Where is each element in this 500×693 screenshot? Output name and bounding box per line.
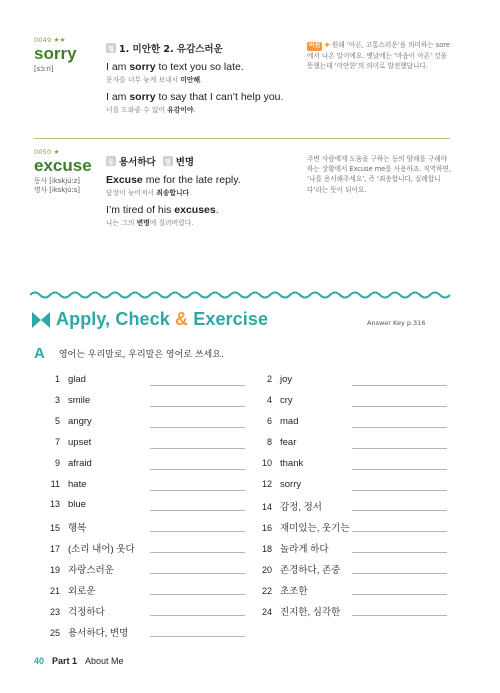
exercise-letter: A	[34, 345, 45, 362]
item-prompt: upset	[68, 436, 92, 448]
item-prompt: glad	[68, 374, 86, 385]
entry-excuse-body	[106, 154, 326, 228]
exercise-item	[38, 583, 96, 597]
answer-blank[interactable]	[150, 406, 245, 407]
item-number: 25	[49, 627, 60, 638]
item-number: 19	[49, 565, 60, 576]
exercise-header	[34, 345, 224, 362]
example-ko: 답장이 늦어져서 죄송합니다.	[106, 188, 192, 197]
item-prompt: (소리 내어) 웃다	[68, 544, 135, 556]
item-prompt: 외로운	[68, 586, 96, 597]
entry-divider	[34, 138, 450, 139]
answer-blank[interactable]	[150, 615, 245, 616]
exercise-item	[250, 458, 303, 469]
item-prompt: fear	[280, 436, 297, 448]
answer-blank[interactable]	[150, 448, 245, 449]
item-prompt: angry	[68, 415, 92, 427]
item-prompt: sorry	[280, 478, 302, 490]
item-prompt: 초조한	[280, 586, 308, 597]
answer-blank[interactable]	[352, 406, 447, 407]
exercise-item	[38, 458, 92, 469]
answer-blank[interactable]	[352, 448, 447, 449]
item-number: 4	[266, 394, 272, 405]
entry-word: sorry	[34, 44, 77, 63]
item-number: 7	[54, 436, 60, 447]
exercise-item	[38, 520, 86, 534]
exercise-item	[38, 374, 86, 385]
item-prompt: 재미있는, 웃기는	[280, 523, 350, 535]
entry-pronunciation: 동사 [ikskjúːz]	[34, 177, 80, 185]
item-number: 8	[266, 436, 272, 447]
item-number: 24	[261, 606, 272, 617]
answer-blank[interactable]	[352, 531, 447, 532]
bowtie-icon	[32, 312, 50, 328]
item-number: 23	[49, 606, 60, 617]
answer-blank[interactable]	[150, 594, 245, 595]
exercise-item	[38, 416, 92, 427]
exercise-item	[38, 437, 91, 448]
exercise-item	[38, 395, 90, 406]
example-ko: 너를 도와줄 수 없어 유감이야.	[106, 106, 196, 115]
item-number: 17	[49, 544, 60, 555]
answer-blank[interactable]	[352, 552, 447, 553]
answer-blank[interactable]	[352, 573, 447, 574]
part-title: About Me	[85, 656, 124, 666]
exercise-item	[38, 625, 128, 639]
item-number: 3	[54, 394, 60, 405]
answer-blank[interactable]	[150, 552, 245, 553]
example-en: I am sorry to say that I can’t help you.	[106, 91, 284, 104]
answer-key-ref: Answer Key p.316	[367, 319, 426, 327]
item-prompt: 놀라게 하다	[280, 544, 329, 556]
exercise-item	[38, 604, 105, 618]
pos-badge-verb: 동	[107, 157, 115, 166]
exercise-item	[38, 479, 87, 490]
item-prompt: 걱정하다	[68, 606, 105, 618]
pos-badge-adjective: 형	[107, 44, 115, 53]
item-prompt: 자랑스러운	[68, 565, 114, 577]
answer-blank[interactable]	[352, 510, 447, 511]
item-number: 10	[261, 457, 272, 468]
example-en: Excuse me for the late reply.	[106, 174, 241, 186]
item-number: 22	[261, 586, 272, 596]
answer-blank[interactable]	[352, 615, 447, 616]
exercise-item	[250, 583, 308, 597]
item-prompt: 존경하다, 존중	[280, 565, 341, 577]
exercise-item	[250, 562, 340, 576]
exercise-item	[38, 562, 114, 576]
example-en: I am sorry to text you so late.	[106, 61, 244, 73]
exercise-item	[250, 437, 296, 448]
meaning-line	[106, 41, 326, 55]
meaning-text: 변명	[175, 157, 195, 168]
item-prompt: blue	[68, 499, 86, 511]
item-prompt: cry	[280, 394, 293, 406]
exercise-instruction: 영어는 우리말로, 우리말은 영어로 쓰세요.	[58, 350, 224, 360]
entry-note: 어원 ✚ 원래 ‘아픈, 고통스러운’을 의미하는 sore에서 나온 말이에요. 옛날에는 ‘마음이 아픈’ 것을 뜻했는데 ‘미안한’의 의미로 발전했답니다.	[307, 41, 450, 71]
item-number: 14	[261, 502, 272, 513]
entry-pronunciation: 명사 [ikskjúːs]	[34, 186, 80, 195]
item-prompt: mad	[280, 415, 299, 427]
item-prompt: smile	[68, 394, 91, 406]
item-prompt: 진지한, 심각한	[280, 606, 341, 618]
item-number: 13	[49, 499, 60, 510]
answer-blank[interactable]	[150, 427, 245, 428]
part-label: Part 1	[52, 656, 78, 666]
note-tag: 어원	[309, 43, 321, 49]
exercise-item	[250, 416, 298, 427]
answer-blank[interactable]	[352, 427, 447, 428]
page-footer	[34, 656, 124, 666]
exercise-item	[250, 374, 292, 385]
entry-note: 주변 사람에게 도움을 구하는 등의 양해를 구해야 하는 상황에서 Excuse me를 사용하죠. 직역하면, ‘나를 용서해주세요’, 즉 ‘죄송합니다, 실례합니다’라는 뜻이 되어요.	[307, 155, 451, 194]
item-number: 20	[261, 565, 272, 576]
answer-blank[interactable]	[150, 510, 245, 511]
answer-blank[interactable]	[352, 385, 447, 386]
example-ko: 나는 그의 변명에 질려버렸다.	[106, 219, 194, 228]
item-number: 9	[54, 457, 60, 468]
item-number: 15	[49, 523, 60, 534]
meaning-line	[106, 154, 326, 168]
item-prompt: afraid	[68, 457, 92, 469]
example-ko: 문자를 너무 늦게 보내서 미안해.	[106, 75, 203, 84]
exercise-item	[250, 499, 322, 513]
entry-word: excuse	[34, 156, 92, 175]
answer-blank[interactable]	[150, 573, 245, 574]
item-number: 21	[49, 586, 60, 596]
entry-number: 0049 ★★	[34, 36, 66, 44]
answer-blank[interactable]	[150, 636, 245, 637]
item-number: 18	[261, 544, 272, 555]
entry-pronunciation: [sɔ́ːri]	[34, 65, 54, 73]
wave-decoration	[30, 290, 452, 300]
item-number: 2	[266, 374, 272, 384]
answer-blank[interactable]	[352, 490, 447, 491]
item-prompt: 감정, 정서	[280, 502, 322, 514]
exercise-item	[250, 541, 329, 555]
item-number: 12	[261, 478, 272, 489]
item-number: 5	[54, 415, 60, 426]
item-prompt: 용서하다, 변명	[68, 627, 129, 639]
answer-blank[interactable]	[150, 490, 245, 491]
item-number: 16	[261, 523, 272, 534]
meaning-text: 용서하다	[119, 157, 156, 168]
exercise-item	[38, 499, 86, 510]
exercise-item	[250, 395, 293, 406]
answer-blank[interactable]	[150, 385, 245, 386]
item-prompt: hate	[68, 478, 87, 490]
exercise-item	[250, 604, 340, 618]
item-prompt: joy	[280, 374, 293, 385]
item-prompt: thank	[280, 457, 304, 469]
exercise-item	[250, 520, 350, 534]
exercise-item	[250, 479, 301, 490]
item-number: 6	[266, 415, 272, 426]
exercise-item	[38, 541, 135, 555]
pos-badge-noun: 명	[164, 157, 171, 166]
entry-sorry-body	[106, 41, 326, 115]
meaning-text: 1. 미안한 2. 유감스러운	[119, 44, 223, 55]
page-number: 40	[34, 656, 45, 666]
example-en: I’m tired of his excuses.	[106, 204, 219, 217]
section-header	[32, 309, 268, 330]
answer-blank[interactable]	[352, 594, 447, 595]
answer-blank[interactable]	[150, 531, 245, 532]
answer-blank[interactable]	[352, 469, 447, 470]
item-number: 11	[50, 478, 60, 489]
entry-number: 0050 ★	[34, 148, 60, 156]
item-number: 1	[54, 374, 60, 384]
answer-blank[interactable]	[150, 469, 245, 470]
item-prompt: 행복	[68, 523, 87, 535]
section-title: Apply, Check & Exercise	[56, 309, 269, 329]
